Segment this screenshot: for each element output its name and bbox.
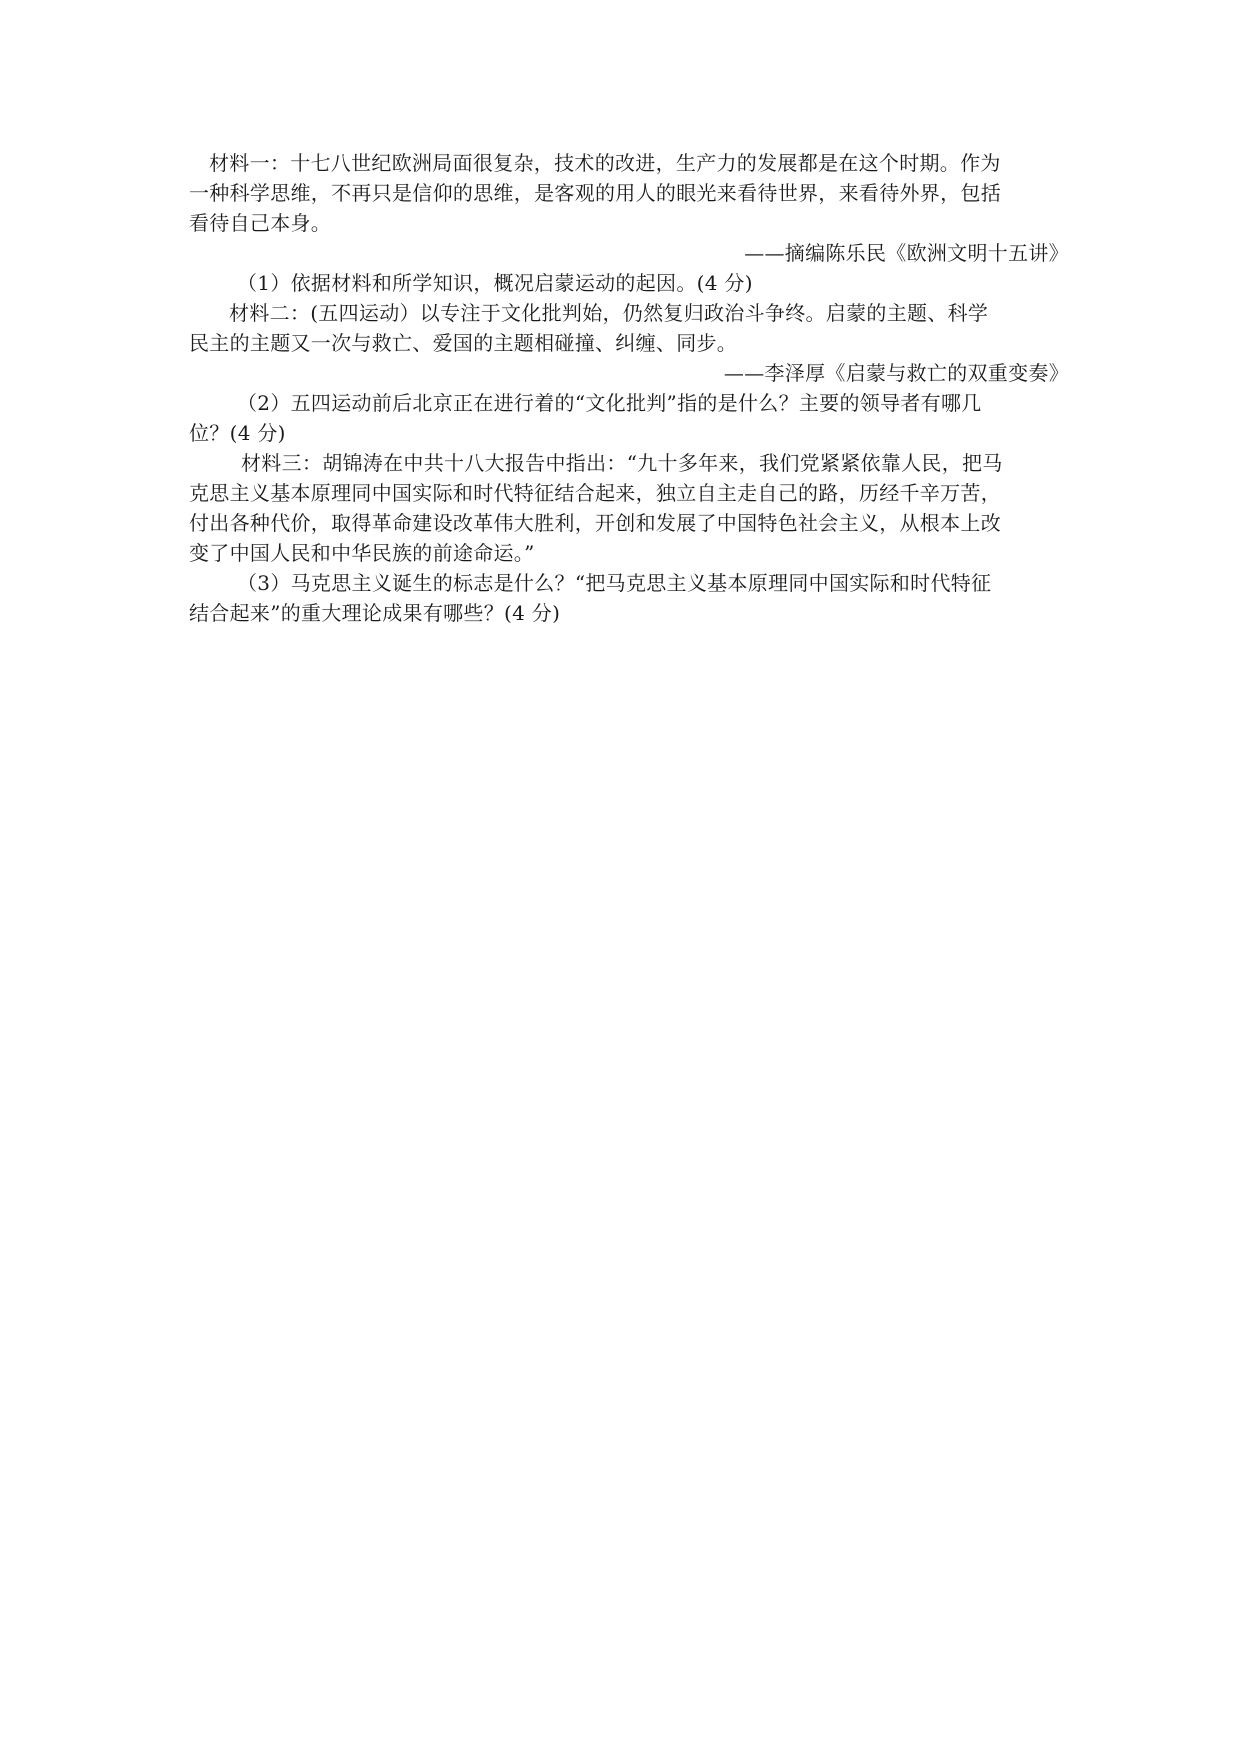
material-1-line: 材料一：十七八世纪欧洲局面很复杂，技术的改进，生产力的发展都是在这个时期。作为 [209, 151, 1001, 175]
material-1-line: 看待自己本身。 [189, 211, 332, 235]
material-2-line: 材料二：(五四运动）以专注于文化批判始，仍然复归政治斗争终。启蒙的主题、科学 [229, 301, 989, 325]
material-3 [189, 448, 1069, 568]
question-3-line: 结合起来”的重大理论成果有哪些？(4 分) [189, 601, 561, 625]
question-1: （1）依据材料和所学知识，概况启蒙运动的起因。(4 分) [237, 271, 753, 295]
material-1 [189, 148, 1069, 268]
question-2 [189, 388, 1069, 448]
question-2-line: （2）五四运动前后北京正在进行着的“文化批判”指的是什么？主要的领导者有哪几 [237, 391, 982, 415]
material-3-line: 材料三：胡锦涛在中共十八大报告中指出：“九十多年来，我们党紧紧依靠人民，把马 [241, 451, 1003, 475]
material-3-line: 克思主义基本原理同中国实际和时代特征结合起来，独立自主走自己的路，历经千辛万苦， [189, 481, 1001, 505]
material-2 [189, 298, 1069, 388]
material-2-line: 民主的主题又一次与救亡、爱国的主题相碰撞、纠缠、同步。 [189, 331, 738, 355]
material-2-source: ——李泽厚《启蒙与救亡的双重变奏》 [723, 361, 1069, 385]
material-1-source: ——摘编陈乐民《欧洲文明十五讲》 [744, 241, 1069, 265]
material-3-line: 付出各种代价，取得革命建设改革伟大胜利，开创和发展了中国特色社会主义，从根本上改 [189, 511, 1001, 535]
material-3-line: 变了中国人民和中华民族的前途命运。” [189, 541, 535, 565]
material-1-line: 一种科学思维，不再只是信仰的思维，是客观的用人的眼光来看待世界，来看待外界，包括 [189, 181, 1001, 205]
question-3 [189, 568, 1069, 628]
document-page [189, 148, 1069, 628]
question-2-line: 位？(4 分) [189, 421, 286, 445]
question-3-line: （3）马克思主义诞生的标志是什么？“把马克思主义基本原理同中国实际和时代特征 [237, 571, 992, 595]
